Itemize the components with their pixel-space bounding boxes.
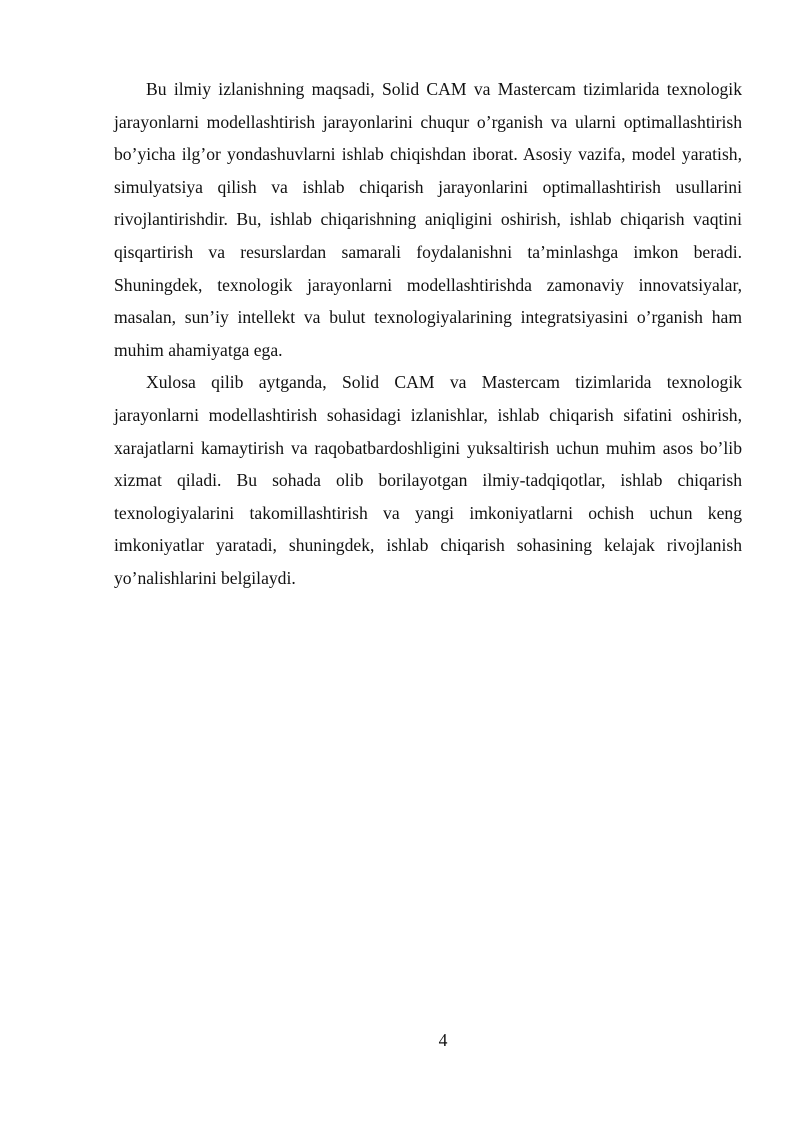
paragraph-conclusion: Xulosa qilib aytganda, Solid CAM va Mastercam tizimlarida texnologik jarayonlarni modellashtirish sohasidagi izlanishlar, ishlab chiqarish sifatini oshirish, xarajatlarni kamaytirish va raqobatbardoshligini yuksaltirish uchun muhim asos bo’lib xizmat qiladi. Bu sohada olib borilayotgan ilmiy-tadqiqotlar, ishlab chiqarish texnologiyalarini takomillashtirish va yangi imkoniyatlarni ochish uchun keng imkoniyatlar yaratadi, shuningdek, ishlab chiqarish sohasining kelajak rivojlanish yo’nalishlarini belgilaydi. <box>114 372 742 588</box>
paragraph-research-goal: Bu ilmiy izlanishning maqsadi, Solid CAM va Mastercam tizimlarida texnologik jarayonlarni modellashtirish jarayonlarini chuqur o’rganish va ularni optimallashtirish bo’yicha ilg’or yondashuvlarni ishlab chiqishdan iborat. Asosiy vazifa, model yaratish, simulyatsiya qilish va ishlab chiqarish jarayonlarini optimallashtirish usullarini rivojlantirishdir. Bu, ishlab chiqarishning aniqligini oshirish, ishlab chiqarish vaqtini qisqartirish va resurslardan samarali foydalanishni ta’minlashga imkon beradi. Shuningdek, texnologik jarayonlarni modellashtirishda zamonaviy innovatsiyalar, masalan, sun’iy intellekt va bulut texnologiyalarining integratsiyasini o’rganish ham muhim ahamiyatga ega. <box>114 79 742 360</box>
document-body <box>114 73 742 595</box>
page-number: 4 <box>438 1030 448 1050</box>
